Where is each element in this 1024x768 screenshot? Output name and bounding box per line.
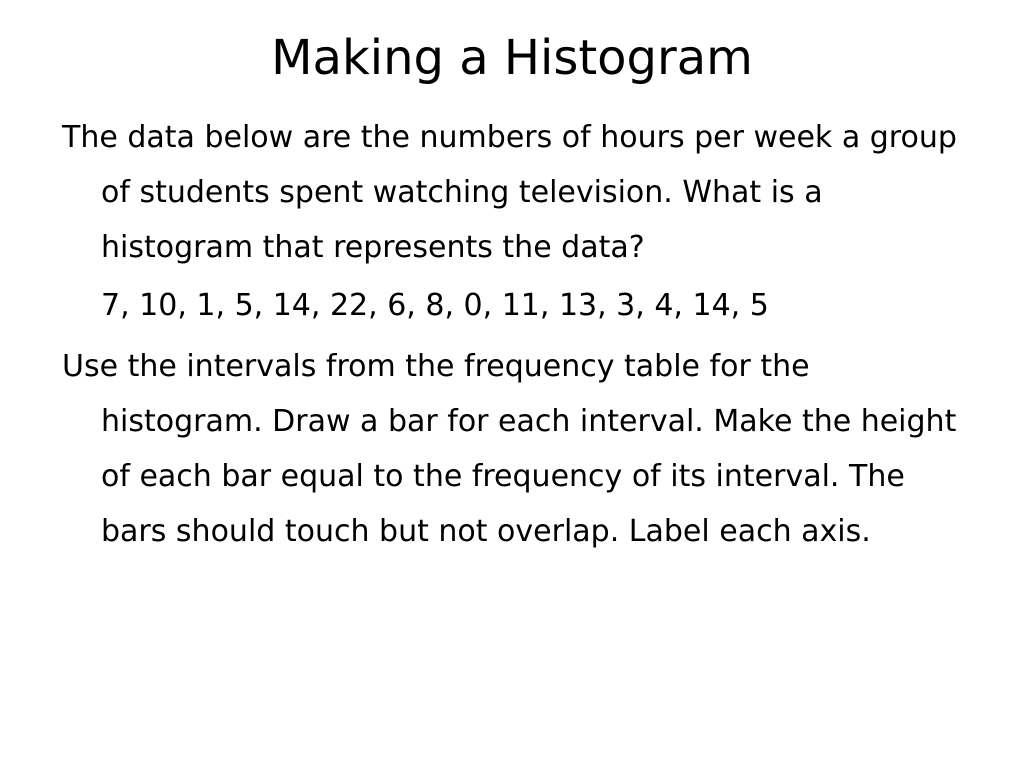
slide-body [62, 110, 977, 559]
data-values: 7, 10, 1, 5, 14, 22, 6, 8, 0, 11, 13, 3, 4, 14, 5 [101, 288, 769, 323]
slide-title: Making a Histogram [271, 30, 753, 86]
instructions: Use the intervals from the frequency table for the histogram. Draw a bar for each interval. Make the height of each bar equal to the frequency of its interval. The bars should touch but not overlap. Label each axis. [62, 349, 957, 549]
problem-statement: The data below are the numbers of hours per week a group of students spent watching television. What is a histogram that represents the data? [62, 120, 957, 265]
